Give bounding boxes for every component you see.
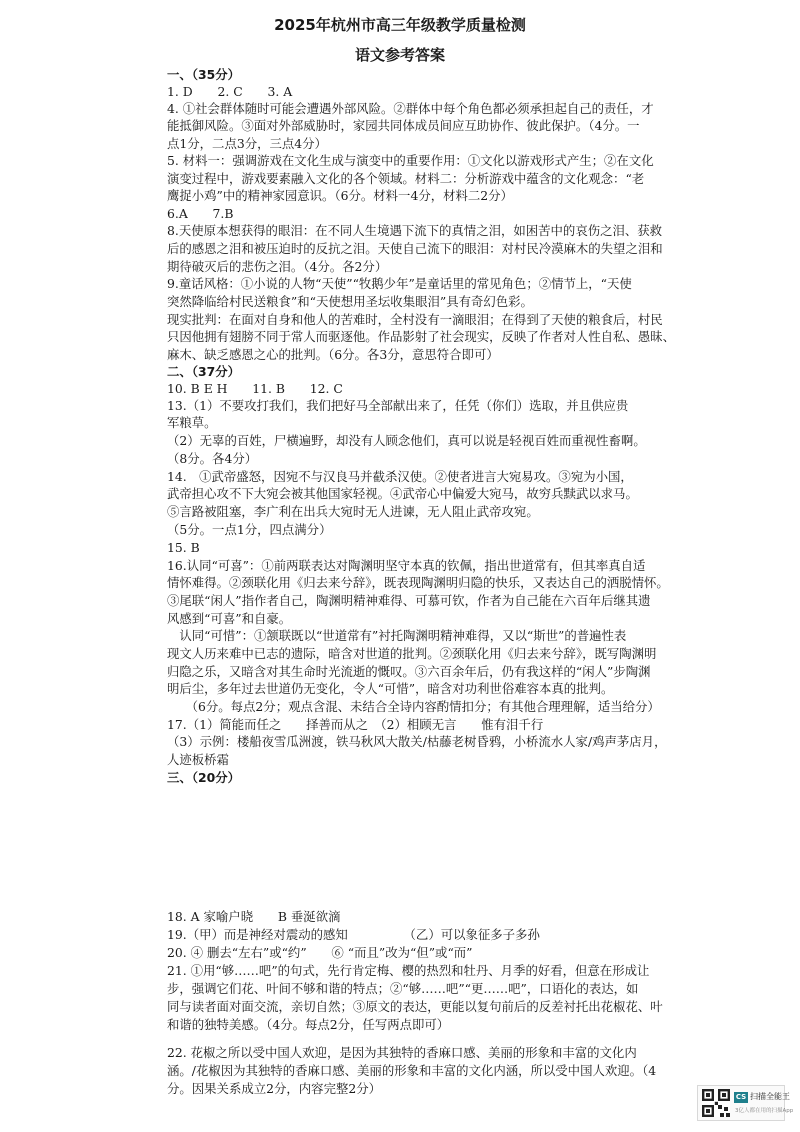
answer-line: 麻木、缺乏感恩之心的批判。（6分。各3分，意思符合即可） xyxy=(167,347,499,362)
answer-line: 22. 花椒之所以受中国人欢迎，是因为其独特的香麻口感、美丽的形象和丰富的文化内 xyxy=(167,1045,637,1060)
answer-line: 人迹板桥霜 xyxy=(167,752,229,767)
answer-line: 涵。/花椒因为其独特的香麻口感、美丽的形象和丰富的文化内涵，所以受中国人欢迎。（4 xyxy=(167,1063,657,1078)
answer-line: 4. ①社会群体随时可能会遭遇外部风险。②群体中每个角色都必须承担起自己的责任，才 xyxy=(167,101,654,116)
answer-line: 现文人历来难中已志的遗际，暗含对世道的批判。②颈联化用《归去来兮辞》，既写陶渊明 xyxy=(167,646,657,661)
answer-line: （2）无辜的百姓，尸横遍野，却没有人顾念他们，真可以说是轻视百姓而重视性畜啊。 xyxy=(167,433,646,448)
answer-line: 军粮草。 xyxy=(167,415,217,430)
answer-line: （6分。每点2分；观点含混、未结合全诗内容酌情扣分；有其他合理理解，适当给分） xyxy=(167,699,660,714)
answer-line: 鹰捉小鸡”中的精神家园意识。（6分。材料一4分，材料二2分） xyxy=(167,188,513,203)
answer-line: 后的感恩之泪和被压迫时的反抗之泪。天使自己流下的眼泪：对村民冷漠麻木的失望之泪和 xyxy=(167,241,663,256)
answer-line: 16.认同“可喜”：①前两联表达对陶渊明坚守本真的钦佩，指出世道常有，但其率真自适 xyxy=(167,558,646,573)
answer-line: 明后尘，多年过去世道仍无变化，令人“可惜”，暗含对功利世俗难容本真的批判。 xyxy=(167,681,614,696)
answer-line: 突然降临给村民送粮食”和“天使想用圣坛收集眼泪”具有奇幻色彩。 xyxy=(167,294,533,309)
answer-line: 21. ①用“够……吧”的句式，先行肯定梅、樱的热烈和牡丹、月季的好看，但意在形成让 xyxy=(167,963,650,978)
section-heading: 三、（20分） xyxy=(167,770,240,785)
answer-line: 5. 材料一：强调游戏在文化生成与演变中的重要作用：①文化以游戏形式产生；②在文化 xyxy=(167,153,654,168)
answer-line: ⑤言路被阻塞，李广利在出兵大宛时无人进谏，无人阻止武帝攻宛。 xyxy=(167,504,539,519)
answer-line: 13.（1）不要攻打我们，我们把好马全部献出来了，任凭（你们）选取，并且供应贵 xyxy=(167,398,629,413)
section-heading: 二、（37分） xyxy=(167,364,240,379)
answer-line: 武帝担心攻不下大宛会被其他国家轻视。④武帝心中偏爱大宛马，故穷兵黩武以求马。 xyxy=(167,486,638,501)
answer-line: ③尾联“闲人”指作者自己，陶渊明精神难得、可慕可钦，作者为自己能在六百年后继其遗 xyxy=(167,593,651,608)
answer-line: 18. A 家喻户晓 B 垂涎欲滴 xyxy=(167,909,341,924)
answer-line: 现实批判：在面对自身和他人的苦难时，全村没有一滴眼泪；在得到了天使的粮食后，村民 xyxy=(167,312,663,327)
answer-line: 点1分，二点3分，三点4分） xyxy=(167,136,327,151)
answer-line: 15. B xyxy=(167,540,200,555)
answer-line: 只因他拥有翅膀不同于常人而驱逐他。作品影射了社会现实，反映了作者对人性自私、愚昧、 xyxy=(167,329,676,344)
exam-title: 2025年杭州市高三年级教学质量检测 xyxy=(274,16,526,34)
answer-line: 和谐的独特美感。（4分。每点2分，任写两点即可） xyxy=(167,1017,450,1032)
answer-line: 分。因果关系成立2分，内容完整2分） xyxy=(167,1081,382,1096)
answer-line: 认同“可惜”：①颔联既以“世道常有”衬托陶渊明精神难得，又以“斯世”的普遍性表 xyxy=(167,628,627,643)
answer-line: 同与读者面对面交流，亲切自然；③原文的表达，更能以复句前后的反差衬托出花椒花、叶 xyxy=(167,999,663,1014)
answer-line: （5分。一点1分，四点满分） xyxy=(167,522,332,537)
answer-line: 期待破灭后的悲伤之泪。（4分。各2分） xyxy=(167,259,388,274)
answer-line: 演变过程中，游戏要素融入文化的各个领域。材料二：分析游戏中蕴含的文化观念：“老 xyxy=(167,171,645,186)
answer-line: 步，强调它们花、叶间不够和谐的特点；②“够……吧”“更……吧”，口语化的表达，如 xyxy=(167,981,639,996)
scanner-watermark xyxy=(697,1085,794,1121)
answer-line: 8.天使原本想获得的眼泪：在不同人生境遇下流下的真情之泪，如困苦中的哀伤之泪、获救 xyxy=(167,223,663,238)
answer-line: 风感到“可喜”和自豪。 xyxy=(167,611,292,626)
scanner-app-name: 扫描全能王 xyxy=(750,1092,790,1101)
answer-line: （3）示例：楼船夜雪瓜洲渡，铁马秋风大散关/枯藤老树昏鸦，小桥流水人家/鸡声茅店月， xyxy=(167,734,667,749)
camscanner-logo: CS xyxy=(735,1093,747,1101)
document-subtitle: 语文参考答案 xyxy=(354,46,445,64)
answer-line: （8分。各4分） xyxy=(167,451,258,466)
answer-line: 10. B E H 11. B 12. C xyxy=(167,381,343,396)
answer-line: 情怀难得。②颈联化用《归去来兮辞》，既表现陶渊明归隐的快乐，又表达自己的洒脱情怀。 xyxy=(167,575,669,590)
answer-line: 14. ①武帝盛怒，因宛不与汉良马并截杀汉使。②使者进言大宛易攻。③宛为小国， xyxy=(167,469,633,484)
answer-line: 17.（1）简能而任之 择善而从之 （2）相顾无言 惟有泪千行 xyxy=(167,717,544,732)
section-heading: 一、（35分） xyxy=(167,67,240,82)
answer-line: 1. D 2. C 3. A xyxy=(167,84,293,99)
answer-line: 归隐之乐，又暗含对其生命时光流逝的慨叹。③六百余年后，仍有我这样的“闲人”步陶渊 xyxy=(167,664,651,679)
answer-line: 6.A 7.B xyxy=(167,206,234,221)
qr-code-icon xyxy=(702,1089,730,1117)
answer-line: 20. ④ 删去“左右”或“约” ⑥ “而且”改为“但”或“而” xyxy=(167,945,473,960)
answer-line: 9.童话风格：①小说的人物“天使”“牧鹅少年”是童话里的常见角色；②情节上，“天使 xyxy=(167,276,632,291)
answer-line: 19.（甲）而是神经对震动的感知 （乙）可以象征多子多孙 xyxy=(167,927,540,942)
answer-line: 能抵御风险。③面对外部威胁时，家园共同体成员间应互助协作、彼此保护。（4分。一 xyxy=(167,118,640,133)
scanner-app-tagline: 3亿人都在用的扫描App xyxy=(735,1108,794,1114)
